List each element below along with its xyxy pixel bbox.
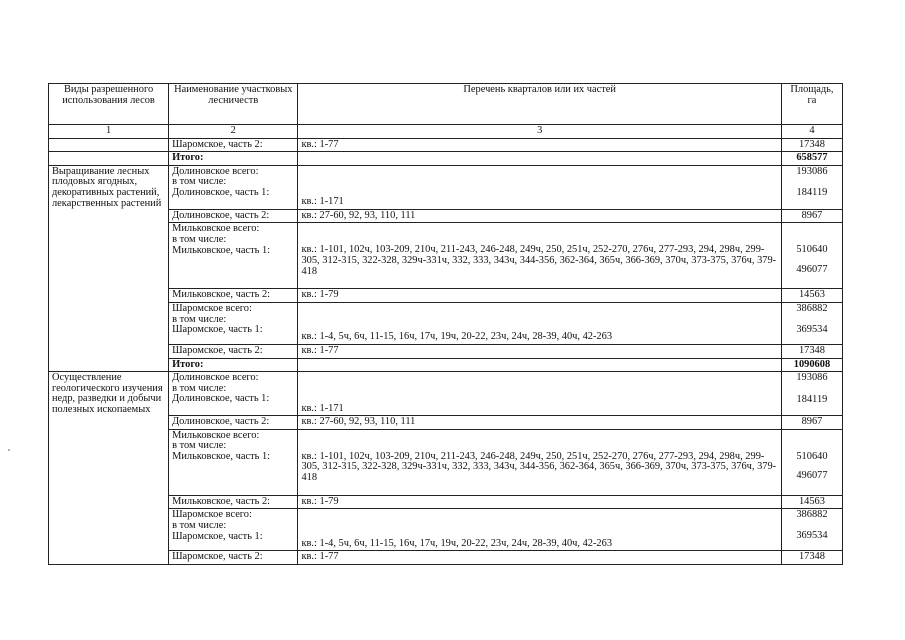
area-group-cell: 193086 184119: [781, 372, 842, 416]
table-row: [49, 344, 843, 358]
quarters-list: кв.: 27-60, 92, 93, 110, 111: [298, 209, 781, 223]
table-row: [49, 289, 843, 303]
quarters-list: кв.: 1-79: [298, 495, 781, 509]
header-row: [49, 84, 843, 125]
quarters-list: кв.: 1-101, 102ч, 103-209, 210ч, 211-243, 246-248, 249ч, 250, 251ч, 252-270, 276ч, 277-293, 294, 298ч, 299-305, 312-315, 322-328, 329ч-331ч, 332, 333, 343ч, 344-356, 362-364, 365ч, 366-369, 370ч, 373-375, 376ч, 379-418: [298, 429, 781, 495]
area-value: 8967: [781, 209, 842, 223]
forestry-group-cell: Мильковское всего: в том числе: Мильковское, часть 1:: [169, 429, 298, 495]
area-value: 17348: [781, 551, 842, 565]
area-group-cell: 386882 369534: [781, 302, 842, 344]
table-row: [49, 165, 843, 209]
quarters-list: кв.: 1-171: [298, 165, 781, 209]
quarters-list: кв.: 1-4, 5ч, 6ч, 11-15, 16ч, 17ч, 19ч, 20-22, 23ч, 24ч, 28-39, 40ч, 42-263: [298, 302, 781, 344]
forestry-group-cell: Шаромское всего: в том числе: Шаромское, часть 1:: [169, 302, 298, 344]
table-row: [49, 551, 843, 565]
column-number-1: 1: [49, 125, 169, 139]
quarters-list: кв.: 1-101, 102ч, 103-209, 210ч, 211-243, 246-248, 249ч, 250, 251ч, 252-270, 276ч, 277-293, 294, 298ч, 299-305, 312-315, 322-328, 329ч-331ч, 332, 333, 343ч, 344-356, 362-364, 365ч, 366-369, 370ч, 373-375, 376ч, 379-418: [298, 223, 781, 289]
table-row: [49, 372, 843, 416]
quarters-list: кв.: 1-79: [298, 289, 781, 303]
forest-use-table: [48, 83, 843, 565]
quarters-list: кв.: 1-77: [298, 138, 781, 152]
column-number-3: 3: [298, 125, 781, 139]
use-type-cell: Осуществление геологического изучения недр, разведки и добычи полезных ископаемых: [49, 372, 169, 565]
forestry-name: Мильковское, часть 2:: [169, 495, 298, 509]
forestry-group-cell: Долиновское всего: в том числе: Долиновское, часть 1:: [169, 165, 298, 209]
quarters-list: кв.: 1-77: [298, 551, 781, 565]
table-row: [49, 223, 843, 289]
forestry-group-cell: Шаромское всего: в том числе: Шаромское, часть 1:: [169, 509, 298, 551]
table-row: [49, 209, 843, 223]
area-value: 17348: [781, 138, 842, 152]
total-area: 658577: [781, 152, 842, 166]
table-row: [49, 495, 843, 509]
area-group-cell: 510640 496077: [781, 429, 842, 495]
header-forestry-names: Наименование участковых лесничеств: [169, 84, 298, 125]
area-value: 17348: [781, 344, 842, 358]
quarters-list: кв.: 1-171: [298, 372, 781, 416]
table-row: [49, 138, 843, 152]
area-value: 14563: [781, 289, 842, 303]
quarters-list: кв.: 1-4, 5ч, 6ч, 11-15, 16ч, 17ч, 19ч, 20-22, 23ч, 24ч, 28-39, 40ч, 42-263: [298, 509, 781, 551]
area-value: 14563: [781, 495, 842, 509]
total-row: [49, 152, 843, 166]
total-label: Итого:: [169, 152, 298, 166]
forestry-name: Долиновское, часть 2:: [169, 416, 298, 430]
header-use-types: Виды разрешенного использования лесов: [49, 84, 169, 125]
header-quarters-list: Перечень кварталов или их частей: [298, 84, 781, 125]
total-label: Итого:: [169, 358, 298, 372]
forestry-name: Шаромское, часть 2:: [169, 344, 298, 358]
table-row: [49, 416, 843, 430]
table-row: [49, 429, 843, 495]
forestry-name: Мильковское, часть 2:: [169, 289, 298, 303]
area-group-cell: 386882 369534: [781, 509, 842, 551]
total-area: 1090608: [781, 358, 842, 372]
column-number-2: 2: [169, 125, 298, 139]
header-area: Площадь, га: [781, 84, 842, 125]
table-row: [49, 509, 843, 551]
scan-speck: [8, 449, 10, 451]
quarters-list: кв.: 1-77: [298, 344, 781, 358]
column-number-row: [49, 125, 843, 139]
forestry-name: Шаромское, часть 2:: [169, 138, 298, 152]
area-group-cell: 510640 496077: [781, 223, 842, 289]
table-row: [49, 302, 843, 344]
column-number-4: 4: [781, 125, 842, 139]
forestry-group-cell: Мильковское всего: в том числе: Мильковское, часть 1:: [169, 223, 298, 289]
use-type-cell: Выращивание лесных плодовых ягодных, декоративных растений, лекарственных растений: [49, 165, 169, 371]
quarters-list: кв.: 27-60, 92, 93, 110, 111: [298, 416, 781, 430]
area-value: 8967: [781, 416, 842, 430]
area-group-cell: 193086 184119: [781, 165, 842, 209]
forestry-name: Шаромское, часть 2:: [169, 551, 298, 565]
forestry-name: Долиновское, часть 2:: [169, 209, 298, 223]
total-row: [49, 358, 843, 372]
forestry-group-cell: Долиновское всего: в том числе: Долиновское, часть 1:: [169, 372, 298, 416]
